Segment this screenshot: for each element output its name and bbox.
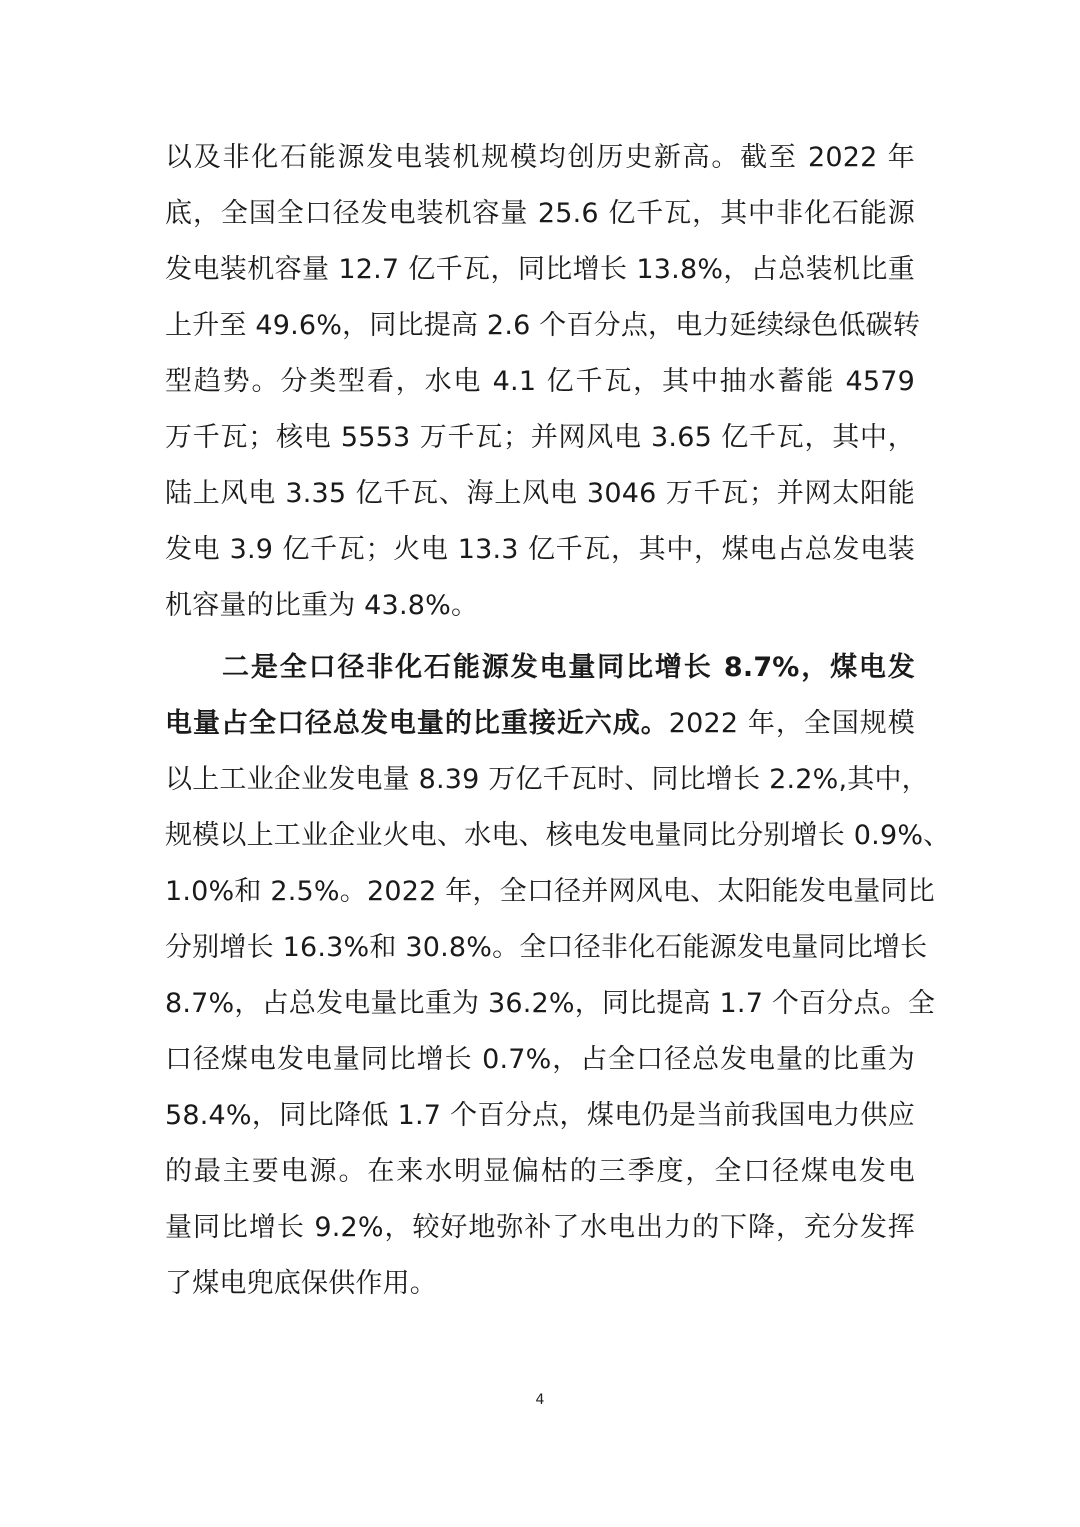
paragraph-2-line-5: 8.7%，占总发电量比重为 36.2%，同比提高 1.7 个百分点。全 (165, 988, 936, 1019)
paragraph-1-line-2: 底，全国全口径发电装机容量 25.6 亿千瓦，其中非化石能源 (165, 198, 915, 229)
paragraph-2-line-6: 口径煤电发电量同比增长 0.7%，占全口径总发电量的比重为 (165, 1044, 915, 1075)
paragraph-1-line-3: 发电装机容量 12.7 亿千瓦，同比增长 13.8%，占总装机比重 (165, 254, 915, 285)
paragraph-2-heading-line-2 (165, 696, 915, 752)
paragraph-2-heading-bold-2: 电量占全口径总发电量的比重接近六成。 (165, 708, 669, 739)
paragraph-1-line-6: 万千瓦；核电 5553 万千瓦；并网风电 3.65 亿千瓦，其中， (165, 422, 915, 453)
paragraph-1-line-1: 以及非化石能源发电装机规模均创历史新高。截至 2022 年 (165, 142, 915, 173)
paragraph-1-line-7: 陆上风电 3.35 亿千瓦、海上风电 3046 万千瓦；并网太阳能 (165, 478, 915, 509)
paragraph-1-line-4: 上升至 49.6%，同比提高 2.6 个百分点，电力延续绿色低碳转 (165, 310, 921, 341)
paragraph-2-line-10: 了煤电兜底保供作用。 (165, 1268, 437, 1299)
paragraph-2-line-9: 量同比增长 9.2%，较好地弥补了水电出力的下降，充分发挥 (165, 1212, 915, 1243)
page-number: 4 (535, 1392, 545, 1408)
paragraph-2-heading-rest: 2022 年，全国规模 (668, 708, 915, 739)
paragraph-2-line-4: 分别增长 16.3%和 30.8%。全口径非化石能源发电量同比增长 (165, 932, 928, 963)
paragraph-1-line-8: 发电 3.9 亿千瓦；火电 13.3 亿千瓦，其中，煤电占总发电装 (165, 534, 915, 565)
paragraph-2-line-1: 以上工业企业发电量 8.39 万亿千瓦时、同比增长 2.2%,其中， (165, 764, 929, 795)
paragraph-2-line-7: 58.4%，同比降低 1.7 个百分点，煤电仍是当前我国电力供应 (165, 1100, 915, 1131)
paragraph-2-heading-line-1 (222, 640, 915, 696)
paragraph-2-line-2: 规模以上工业企业火电、水电、核电发电量同比分别增长 0.9%、 (165, 820, 951, 851)
paragraph-1-line-5: 型趋势。分类型看，水电 4.1 亿千瓦，其中抽水蓄能 4579 (165, 366, 915, 397)
paragraph-2-line-8: 的最主要电源。在来水明显偏枯的三季度，全口径煤电发电 (165, 1156, 915, 1187)
paragraph-2-line-3: 1.0%和 2.5%。2022 年，全口径并网风电、太阳能发电量同比 (165, 876, 935, 907)
paragraph-1-line-9: 机容量的比重为 43.8%。 (165, 590, 479, 621)
paragraph-2-heading-bold-1: 二是全口径非化石能源发电量同比增长 8.7%，煤电发 (222, 652, 915, 683)
